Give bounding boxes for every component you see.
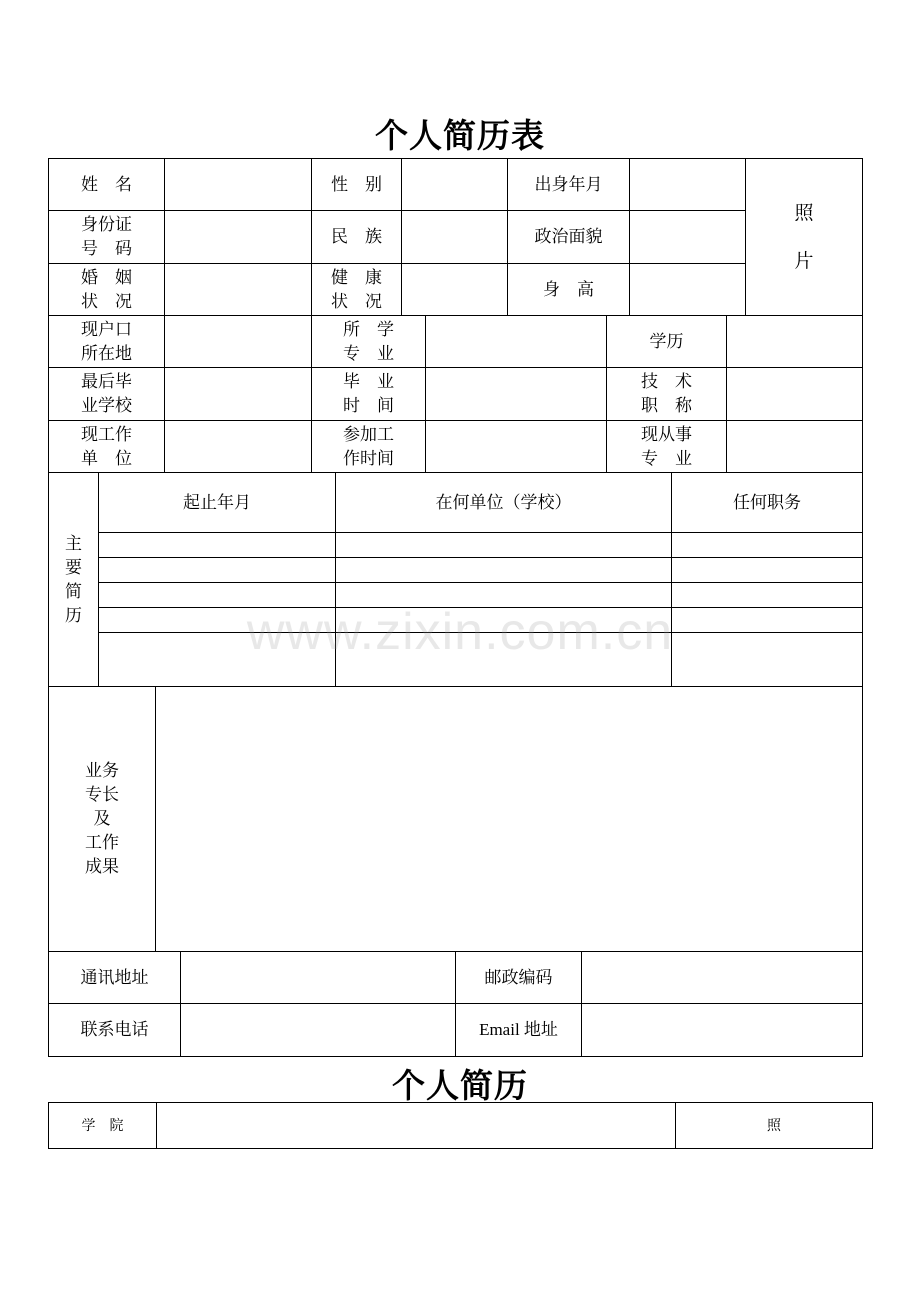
marital-field[interactable] (165, 264, 312, 316)
resume-cell[interactable] (336, 608, 672, 633)
political-label: 政治面貌 (508, 211, 630, 264)
graduation-field[interactable] (426, 368, 607, 421)
email-field[interactable] (582, 1004, 863, 1057)
table-row (49, 608, 863, 633)
education-work-table (48, 315, 863, 473)
school-label: 最后毕 业学校 (49, 368, 165, 421)
education-field[interactable] (727, 316, 863, 368)
resume-cell[interactable] (336, 558, 672, 583)
second-photo-label: 照 (676, 1103, 873, 1149)
employer-label: 现工作 单 位 (49, 421, 165, 473)
resume-cell[interactable] (99, 583, 336, 608)
political-field[interactable] (630, 211, 746, 264)
email-label: Email 地址 (456, 1004, 582, 1057)
resume-cell[interactable] (99, 533, 336, 558)
graduation-label: 毕 业 时 间 (312, 368, 426, 421)
height-field[interactable] (630, 264, 746, 316)
resume-cell[interactable] (336, 533, 672, 558)
name-label: 姓 名 (49, 159, 165, 211)
birth-label: 出身年月 (508, 159, 630, 211)
skills-field[interactable] (156, 687, 863, 952)
ethnicity-field[interactable] (402, 211, 508, 264)
school-field[interactable] (165, 368, 312, 421)
resume-side-label: 主要简历 (49, 473, 99, 687)
phone-label: 联系电话 (49, 1004, 181, 1057)
resume-cell[interactable] (99, 608, 336, 633)
birth-field[interactable] (630, 159, 746, 211)
resume-cell[interactable] (672, 608, 863, 633)
college-label: 学 院 (49, 1103, 157, 1149)
work-start-label: 参加工 作时间 (312, 421, 426, 473)
watermark: www.zixin.com.cn (246, 603, 674, 661)
resume-cell[interactable] (99, 558, 336, 583)
marital-label: 婚 姻 状 况 (49, 264, 165, 316)
hukou-label: 现户口 所在地 (49, 316, 165, 368)
education-label: 学历 (607, 316, 727, 368)
ethnicity-label: 民 族 (312, 211, 402, 264)
major-field[interactable] (426, 316, 607, 368)
health-field[interactable] (402, 264, 508, 316)
tech-title-field[interactable] (727, 368, 863, 421)
gender-label: 性 别 (312, 159, 402, 211)
resume-cell[interactable] (99, 633, 336, 687)
phone-field[interactable] (181, 1004, 456, 1057)
hukou-field[interactable] (165, 316, 312, 368)
resume-cell[interactable] (672, 558, 863, 583)
profession-label: 现从事 专 业 (607, 421, 727, 473)
name-field[interactable] (165, 159, 312, 211)
skills-label: 业务 专长 及 工作 成果 (49, 687, 156, 952)
resume-history-table (48, 472, 863, 687)
resume-header-period: 起止年月 (99, 473, 336, 533)
second-page-title: 个人简历 (392, 1066, 528, 1105)
resume-cell[interactable] (672, 633, 863, 687)
table-row (49, 558, 863, 583)
table-row (49, 533, 863, 558)
employer-field[interactable] (165, 421, 312, 473)
contact-table (48, 951, 863, 1057)
resume-cell[interactable] (336, 583, 672, 608)
major-label: 所 学 专 业 (312, 316, 426, 368)
postcode-field[interactable] (582, 952, 863, 1004)
college-field[interactable] (157, 1103, 676, 1149)
basic-info-table (48, 158, 863, 316)
photo-label: 照 片 (794, 202, 814, 272)
address-field[interactable] (181, 952, 456, 1004)
tech-title-label: 技 术 职 称 (607, 368, 727, 421)
gender-field[interactable] (402, 159, 508, 211)
id-label: 身份证 号 码 (49, 211, 165, 264)
id-field[interactable] (165, 211, 312, 264)
work-start-field[interactable] (426, 421, 607, 473)
height-label: 身 高 (508, 264, 630, 316)
page-title: 个人简历表 (375, 116, 545, 155)
skills-table (48, 686, 863, 952)
table-row (49, 633, 863, 687)
resume-header-position: 任何职务 (672, 473, 863, 533)
profession-field[interactable] (727, 421, 863, 473)
resume-header-unit: 在何单位（学校） (336, 473, 672, 533)
photo-box[interactable] (746, 159, 863, 316)
table-row (49, 583, 863, 608)
resume-cell[interactable] (336, 633, 672, 687)
health-label: 健 康 状 况 (312, 264, 402, 316)
resume-cell[interactable] (672, 533, 863, 558)
postcode-label: 邮政编码 (456, 952, 582, 1004)
second-resume-table (48, 1102, 873, 1149)
resume-cell[interactable] (672, 583, 863, 608)
address-label: 通讯地址 (49, 952, 181, 1004)
